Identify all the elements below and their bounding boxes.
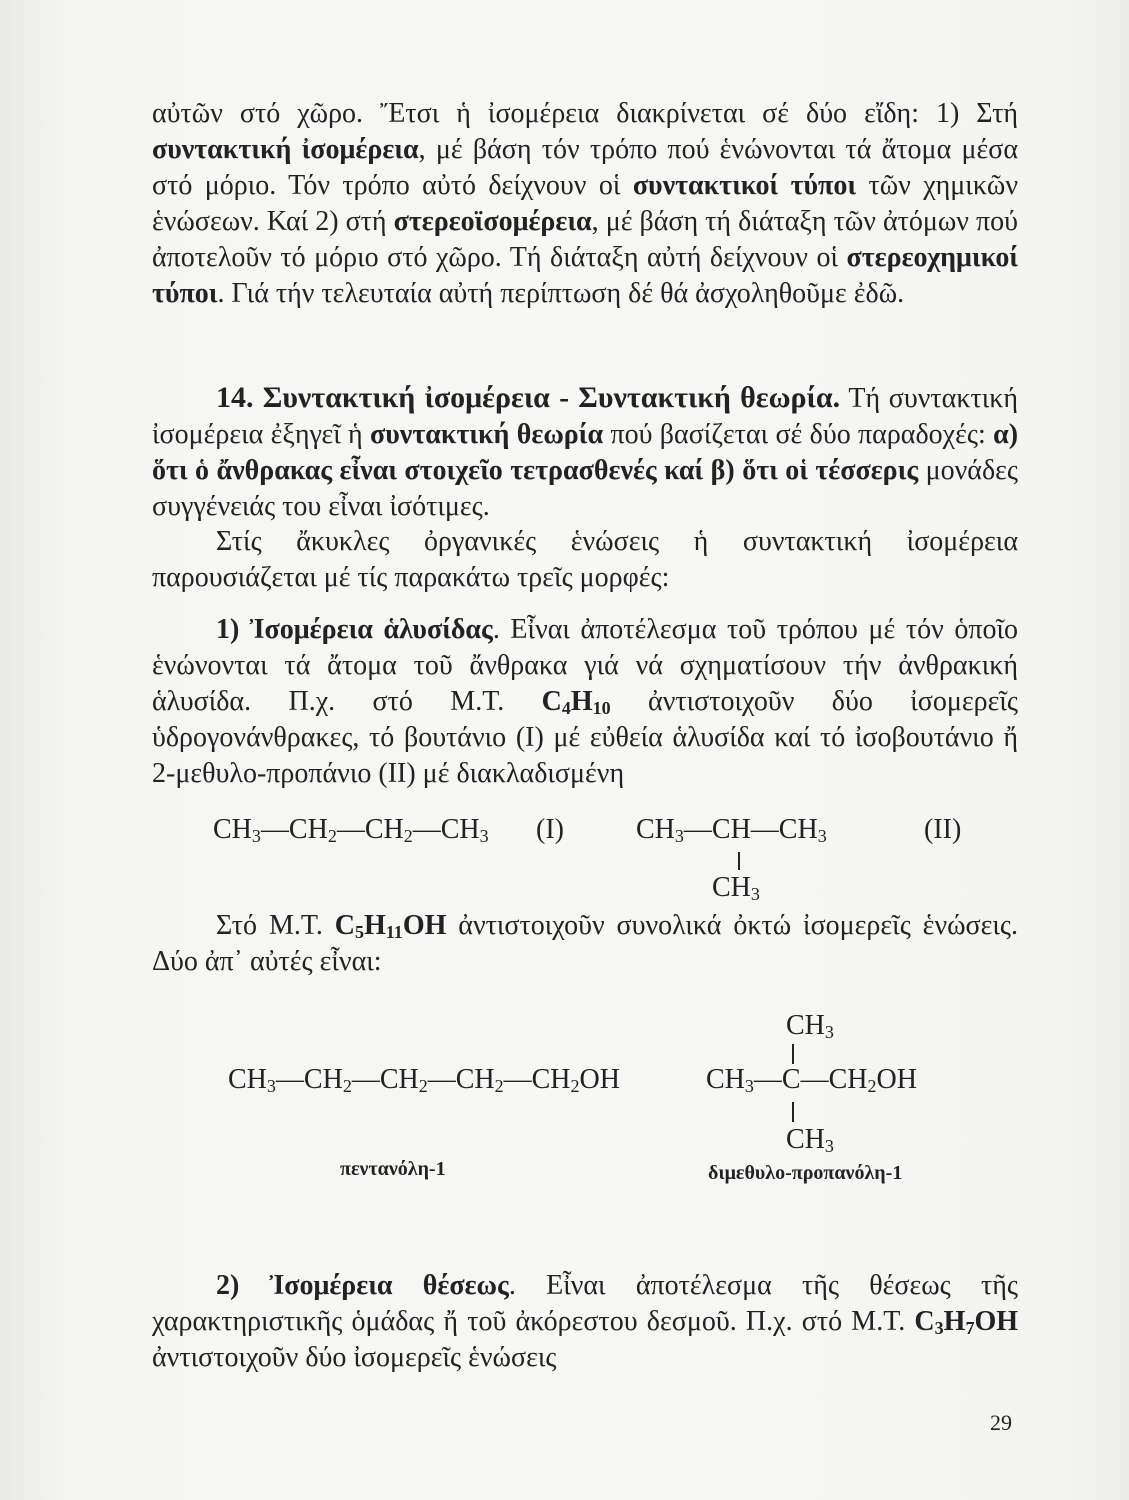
text: . Εἶναι ἀποτέλεσμα τῆς θέσεως τῆς χαρακτηριστικῆς ὁμάδας ἤ τοῦ ἀκόρεστου δεσμοῦ. Π.χ. στό Μ.Τ.: [152, 1270, 1018, 1337]
formula-pentanol: $CH_3—CH_2—CH_2—CH_2—CH_2OH$: [228, 1064, 620, 1096]
caption-pentanol: πεντανόλη-1: [340, 1158, 446, 1180]
text: πού βασίζεται σέ δύο παραδοχές:: [603, 419, 994, 450]
text: ἀντιστοιχοῦν δύο ἰσομερεῖς ὑδρογονάνθρακες, τό βουτάνιο (Ι) μέ εὐθεία ἁλυσίδα καί τό ἰσοβουτάνιο ἤ 2-μεθυλο-προπάνιο (ΙΙ) μέ διακλαδισμένη: [152, 686, 1019, 789]
bold-term: συντακτική ἰσομέρεια: [152, 134, 419, 165]
paragraph-position-isomerism: [152, 1268, 1018, 1376]
text: τῶν χημικῶν ἑνώσεων. Καί 2) στή: [152, 170, 1019, 237]
page-number: 29: [990, 1410, 1012, 1435]
section-14: [152, 380, 1018, 525]
bold-term: α) ὅτι ὁ ἄνθρακας εἶναι στοιχεῖο τετρασθενές καί β) ὅτι οἱ τέσσερις: [152, 419, 1019, 486]
formula-c3h7oh: $C_3H_7OH$: [914, 1306, 1018, 1338]
text: , μέ βάση τή διάταξη τῶν ἀτόμων πού ἀποτελοῦν τό μόριο στό χῶρο. Τή διάταξη αὐτή δείχνουν οἱ: [152, 206, 1018, 273]
paragraph-pentanol: [152, 908, 1018, 980]
bond-line: [738, 852, 740, 870]
paragraph-chain-isomerism: [152, 612, 1018, 792]
label-II: (II): [924, 814, 962, 845]
text: Στό Μ.Τ.: [216, 910, 335, 941]
bold-term: 1) Ἰσομέρεια ἁλυσίδας: [216, 614, 493, 645]
bold-term: συντακτική θεωρία: [370, 419, 604, 450]
label-I: (I): [536, 814, 564, 845]
formula-dimethylpropanol: $CH_3—C—CH_2OH$: [706, 1064, 917, 1096]
bond-line: [792, 1044, 794, 1064]
bond-line: [792, 1102, 794, 1122]
text: μονάδες συγγένειάς του εἶναι ἰσότιμες.: [152, 455, 1018, 522]
formula-bottom-methyl: $CH_3$: [786, 1124, 834, 1156]
bold-term: στερεοϊσομέρεια: [393, 206, 592, 237]
text: ἀντιστοιχοῦν δύο ἰσομερεῖς ἑνώσεις: [152, 1342, 557, 1373]
paragraph-isomerism-types: [152, 96, 1018, 312]
caption-dimethylpropanol: διμεθυλο-προπανόλη-1: [708, 1162, 903, 1184]
section-title: 14. Συντακτική ἰσομέρεια - Συντακτική θεωρία.: [216, 381, 841, 414]
formula-isobutane: $CH_3—CH—CH_3$: [636, 814, 827, 846]
text: . Γιά τήν τελευταία αὐτή περίπτωση δέ θά ἀσχοληθοῦμε ἐδῶ.: [217, 278, 905, 309]
formula-c4h10: $C_4H_{10}$: [541, 686, 611, 718]
text: αὐτῶν στό χῶρο. Ἔτσι ἡ ἰσομέρεια διακρίνεται σέ δύο εἴδη: 1) Στή: [152, 98, 1018, 129]
formula-butane: $CH_3—CH_2—CH_2—CH_3$: [213, 814, 489, 846]
bold-term: συντακτικοί τύποι: [632, 170, 857, 201]
formula-c5h11oh: $C_5H_{11}OH$: [334, 910, 447, 942]
formula-methyl-branch: $CH_3$: [712, 872, 760, 904]
text: , μέ βάση τόν τρόπο πού ἑνώνονται τά ἄτομα μέσα στό μόριο. Τόν τρόπο αὐτό δείχνουν οἱ: [152, 134, 1018, 201]
bold-term: 2) Ἰσομέρεια θέσεως: [216, 1270, 509, 1301]
bold-term: στερεοχημικοί τύποι: [152, 242, 1018, 309]
text: . Εἶναι ἀποτέλεσμα τοῦ τρόπου μέ τόν ὁποῖο ἑνώνονται τά ἄτομα τοῦ ἄνθρακα γιά νά σχηματίσουν τήν ἀνθρακική ἁλυσίδα. Π.χ. στό Μ.Τ.: [152, 614, 1018, 717]
paragraph-acyclic: Στίς ἄκυκλες ὀργανικές ἑνώσεις ἡ συντακτική ἰσομέρεια παρουσιάζεται μέ τίς παρακάτω τρεῖς μορφές:: [152, 526, 1018, 593]
text: Τή συντακτική ἰσομέρεια ἐξηγεῖ ἡ: [152, 383, 1018, 450]
text: ἀντιστοιχοῦν συνολικά ὀκτώ ἰσομερεῖς ἑνώσεις. Δύο ἀπ᾽ αὐτές εἶναι:: [152, 910, 1019, 977]
formula-top-methyl: $CH_3$: [786, 1010, 834, 1042]
